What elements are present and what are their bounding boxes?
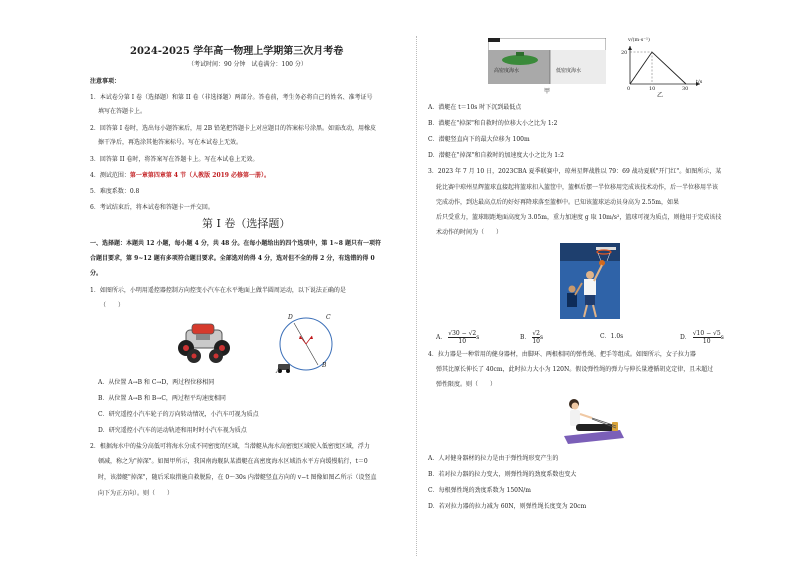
q4-line-2: 弹其比原长伸长了 40cm，此时拉力大小为 120N。假设弹性绳的弹力与伸长量遵循胡克定律，且未超过 [436,366,714,373]
circle-path-diagram [270,314,340,376]
q4-option-b: B．若对拉力器的拉力变大，则弹性绳的劲度系数也变大 [428,471,577,478]
q3-option-a [436,330,479,345]
q3-option-c-label: C． [600,333,611,340]
figure-jia-label: 甲 [544,88,551,95]
label-B: B [322,362,327,369]
notes-heading: 注意事项： [90,78,121,85]
q2-line-2: 顿减，称之为"掉深"。如图甲所示，我国南海舰队某潜艇在高密度海水区域沿水平方向缓慢航行，t＝0 [98,458,368,465]
q2-option-a: A．潜艇在 t＝10s 时下沉到最低点 [428,104,522,111]
v-axis-label: v/(m·s⁻¹) [628,37,650,43]
q3-option-a-num: √30 − √2 [448,330,477,337]
q3-option-b-fraction [532,330,540,345]
note-4-scope: 第一章第四章第 4 节（人教版 2019 必修第一册）。 [129,172,271,179]
q3-option-d-num: √10 − √5 [692,330,721,337]
q2-option-b: B．潜艇在"掉深"和自救时的位移大小之比为 1:2 [428,120,558,127]
q4-line-3: 弹性限度。则（ ） [436,381,497,388]
q3-option-a-fraction [448,330,476,345]
q3-option-d-fraction [693,330,721,345]
section1-intro-3: 分。 [90,270,103,277]
q3-option-b-label: B． [520,334,531,341]
q1-option-d: D．研究遥控小汽车的运动轨迹和用时时小汽车视为质点 [98,427,247,434]
q1-stem: 1．如图所示，小明用遥控器控制方向控变小汽车在水平地面上做半圆周运动，以下说法正确的是 [90,287,346,294]
q1-option-a: A．从位置 A→B 和 C→D，两过程位移相同 [98,379,215,386]
q3-option-c-text: 1.0s [610,333,624,340]
q3-option-a-unit: s [476,334,480,341]
t0-label: 0 [627,86,631,92]
label-D: D [288,314,293,321]
vt-graph-yi [622,44,702,90]
q3-option-b [520,330,543,345]
q3-line-5: 术动作的时间为（ ） [436,229,503,236]
note-2b: 擦干净后，再选涂其他答案标号。写在本试卷上无效。 [98,139,243,146]
q3-option-a-den: 10 [458,338,467,345]
basketball-dunk-photo [560,243,620,319]
exam-title: 2024-2025 学年高一物理上学期第三次月考卷 [130,46,344,57]
q3-option-b-unit: s [539,334,544,341]
note-1: 1．本试卷分第 I 卷（选择题）和第 II 卷（非选择题）两部分。答卷前，考生务必将自己的姓名、准考证号 [90,94,373,101]
q3-option-d-den: 10 [702,338,711,345]
q3-option-d-unit: s [720,334,724,341]
section1-title: 第 I 卷（选择题） [202,217,291,230]
column-divider [416,36,417,556]
q1-blank: （ ） [100,302,125,309]
q2-line-1: 2．根据海水中的盐分高低可将海水分成不同密度的区域，当潜艇从海水高密度区域驶入低密度区域，浮力 [90,443,370,450]
q3-option-d [680,330,724,345]
v20-label: 20 [621,50,628,56]
submarine-figure-jia [488,38,606,84]
q1-option-c: C．研究遥控小汽车轮子的万向转动情况，小汽车可视为质点 [98,411,259,418]
q3-line-3: 完成动作，到达最高点后的好好再降球落至篮框中。已知该篮球运动员身高为 2.55m，如果 [436,199,679,206]
q3-line-1: 3．2023 年 7 月 10 日，2023CBA 夏季联赛中，琼州星辉战胜以 79：69 战功夏联"开门红"。如图所示，某 [428,168,722,175]
q2-line-3: 时，该潜艇"掉深"，随后采取措施自救脱险，在 0～30s 内潜艇竖直方向的 v−t 图像如图乙所示（设竖直 [98,474,377,481]
q4-option-a: A．人对健身器材的拉力是由于弹性绳形变产生的 [428,455,559,462]
q1-option-b: B．从位置 A→B 和 B→C，两过程平均速度相同 [98,395,226,402]
note-6: 6．考试结束后，将本试卷和答题卡一并交回。 [90,204,214,211]
note-5: 5．难度系数：0.8 [90,188,140,195]
q4-option-d: D．若对拉力器的拉力减为 60N，则弹性绳长度变为 20cm [428,503,587,510]
q4-option-c: C．每根弹性绳的劲度系数为 150N/m [428,487,531,494]
section1-intro-2: 合题目要求，第 9~12 题有多项符合题目要求。全部选对的得 4 分，选对但不全的得 2 分，有选错的得 0 [90,255,375,262]
q4-line-1: 4．拉力器是一种常用的健身器材，由脚环、两根相同的弹性绳、把手等组成。如图所示，女子拉力器 [428,351,696,358]
t-axis-label: t/s [696,79,703,85]
note-3: 3．回答第 II 卷时，将答案写在答题卡上。写在本试卷上无效。 [90,156,259,163]
figure-yi-label: 乙 [657,92,664,99]
note-4-label: 4．测试范围： [90,172,130,179]
q3-option-b-num: √2 [532,330,540,337]
q3-option-c [600,333,623,341]
q2-option-d: D．潜艇在"掉深"和自救时的加速度大小之比为 1:2 [428,152,564,159]
t30-label: 30 [682,86,689,92]
q3-option-d-label: D． [680,334,691,341]
section1-intro-1: 一、选择题：本题共 12 小题，每小题 4 分，共 48 分。在每小题给出的四个选项中，第 1~8 题只有一项符 [90,240,381,247]
q3-line-2: 轮比赛中琼州星辉篮球直接起将篮球扣入篮筐中，篮框后摆一半位移用完成该技术动作，后一半位移用半该 [436,184,719,191]
note-4 [90,172,270,180]
label-C: C [326,314,331,321]
q3-option-b-den: 10 [532,338,540,345]
q3-line-4: 后只受重力，篮球眼距地面高度为 3.05m，重力加速度 g 取 10m/s²，篮球可视为质点，则他用于完成该技 [436,214,722,221]
label-A: A [276,368,281,375]
dense-water-label: 高密度海水 [494,68,520,74]
note-2: 2．回答第 I 卷时，选出每小题答案后，用 2B 铅笔把答题卡上对应题目的答案标号涂黑。如需改动，用橡皮 [90,125,377,132]
note-1b: 填写在答题卡上。 [98,108,147,115]
resistance-band-photo [558,392,628,444]
rc-car-image [172,318,238,366]
q3-option-a-label: A． [436,334,447,341]
t10-label: 10 [649,86,656,92]
exam-info: （考试时间：90 分钟 试卷满分：100 分） [188,61,307,68]
q2-option-c: C．潜艇竖直向下的最大位移为 100m [428,136,530,143]
light-water-label: 低密度海水 [556,68,582,74]
q2-line-4: 向下为正方向）。则（ ） [98,490,174,497]
